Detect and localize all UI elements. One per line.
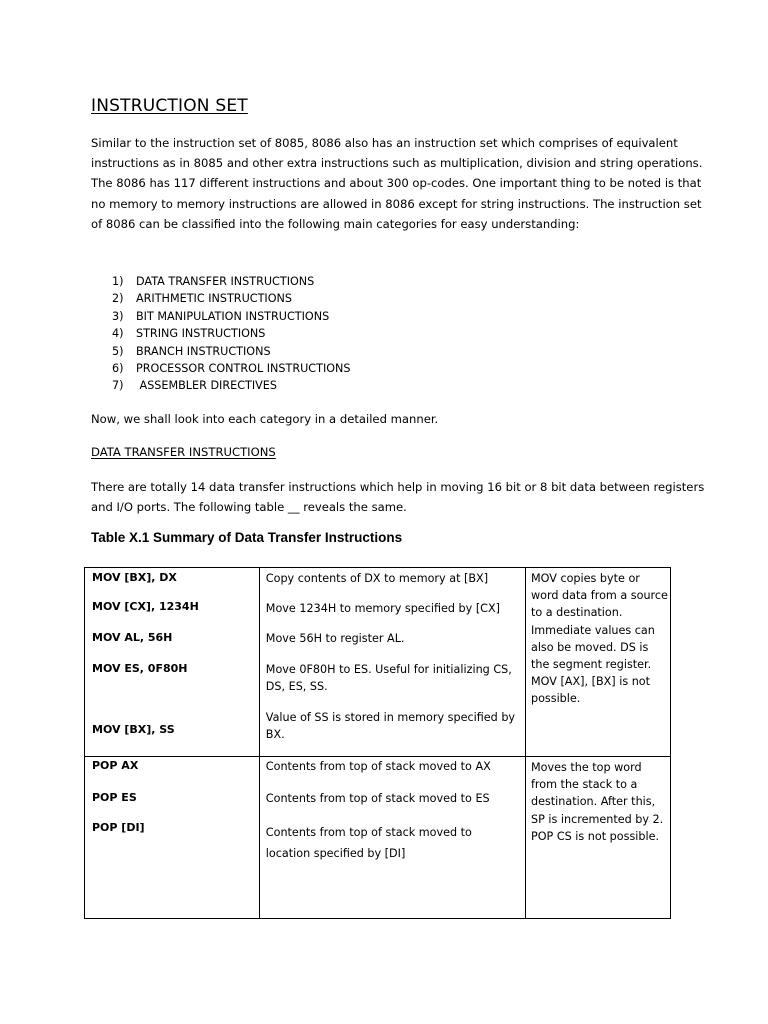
page-title: INSTRUCTION SET bbox=[91, 96, 248, 116]
list-label: BIT MANIPULATION INSTRUCTIONS bbox=[136, 309, 330, 323]
description-cell bbox=[259, 757, 525, 919]
list-number: 2) bbox=[112, 292, 124, 306]
description-text: Contents from top of stack moved to ES bbox=[265, 792, 490, 805]
intro-paragraph bbox=[91, 133, 703, 234]
list-number: 4) bbox=[112, 327, 124, 341]
list-item bbox=[112, 360, 351, 377]
note-text: MOV copies byte or word data from a source to a destination. Immediate values can also be moved. DS is the segment register. MOV [AX], [BX] is not possible. bbox=[530, 572, 668, 706]
list-label: PROCESSOR CONTROL INSTRUCTIONS bbox=[136, 362, 351, 376]
instruction-cell bbox=[85, 568, 260, 757]
category-list bbox=[112, 273, 351, 395]
table-row bbox=[85, 568, 671, 757]
list-number: 1) bbox=[112, 275, 124, 288]
description-text: Move 1234H to memory specified by [CX] bbox=[265, 602, 501, 615]
instruction-text: POP AX bbox=[92, 759, 139, 772]
list-item bbox=[112, 325, 351, 342]
section-line: and I/O ports. The following table __ reveals the same. bbox=[91, 500, 407, 515]
list-number: 5) bbox=[112, 344, 124, 358]
list-item bbox=[112, 273, 351, 290]
note-cell bbox=[525, 757, 670, 919]
instruction-text: POP ES bbox=[92, 791, 137, 804]
description-text: Move 56H to register AL. bbox=[265, 632, 405, 645]
instruction-text: POP [DI] bbox=[92, 821, 145, 834]
instruction-cell bbox=[85, 757, 260, 919]
instruction-text: MOV [BX], DX bbox=[92, 571, 177, 584]
list-item bbox=[112, 377, 351, 394]
transition-paragraph: Now, we shall look into each category in a detailed manner. bbox=[91, 412, 439, 426]
section-line: There are totally 14 data transfer instructions which help in moving 16 bit or 8 bit data between registers bbox=[91, 480, 705, 494]
section-heading: DATA TRANSFER INSTRUCTIONS bbox=[91, 445, 276, 459]
list-label: BRANCH INSTRUCTIONS bbox=[136, 344, 271, 358]
description-text: Contents from top of stack moved to location specified by [DI] bbox=[265, 826, 472, 860]
section-paragraph bbox=[91, 477, 704, 517]
list-number: 3) bbox=[112, 309, 124, 323]
list-number: 6) bbox=[112, 362, 124, 376]
instructions-table bbox=[84, 567, 671, 919]
list-label: STRING INSTRUCTIONS bbox=[136, 327, 266, 341]
instruction-text: MOV [BX], SS bbox=[92, 723, 175, 736]
table-row bbox=[85, 757, 671, 919]
intro-line: of 8086 can be classified into the following main categories for easy understanding: bbox=[91, 216, 580, 231]
description-text: Value of SS is stored in memory specified by BX. bbox=[265, 711, 516, 741]
list-label: DATA TRANSFER INSTRUCTIONS bbox=[136, 275, 315, 288]
intro-line: instructions as in 8085 and other extra instructions such as multiplication, division and string operations. bbox=[91, 156, 703, 171]
intro-line: Similar to the instruction set of 8085, 8086 also has an instruction set which comprises of equivalent bbox=[91, 136, 678, 150]
instruction-text: MOV AL, 56H bbox=[92, 631, 173, 644]
list-item bbox=[112, 308, 351, 325]
instruction-text: MOV [CX], 1234H bbox=[92, 600, 199, 613]
list-number: 7) bbox=[112, 379, 124, 393]
list-item bbox=[112, 290, 351, 307]
table-caption: Table X.1 Summary of Data Transfer Instructions bbox=[91, 530, 403, 545]
intro-line: The 8086 has 117 different instructions and about 300 op-codes. One important thing to be noted is that bbox=[91, 176, 702, 191]
instruction-text: MOV ES, 0F80H bbox=[92, 662, 188, 675]
list-item bbox=[112, 343, 351, 360]
description-text: Contents from top of stack moved to AX bbox=[265, 760, 491, 773]
description-text: Copy contents of DX to memory at [BX] bbox=[265, 572, 489, 585]
note-text: Moves the top word from the stack to a destination. After this, SP is incremented by 2. POP CS is not possible. bbox=[530, 761, 664, 843]
list-label: ASSEMBLER DIRECTIVES bbox=[136, 379, 277, 393]
description-cell bbox=[259, 568, 525, 757]
intro-line: no memory to memory instructions are allowed in 8086 except for string instructions. The instruction set bbox=[91, 196, 702, 211]
list-label: ARITHMETIC INSTRUCTIONS bbox=[136, 292, 292, 306]
note-cell bbox=[525, 568, 670, 757]
description-text: Move 0F80H to ES. Useful for initializing CS, DS, ES, SS. bbox=[265, 663, 512, 693]
